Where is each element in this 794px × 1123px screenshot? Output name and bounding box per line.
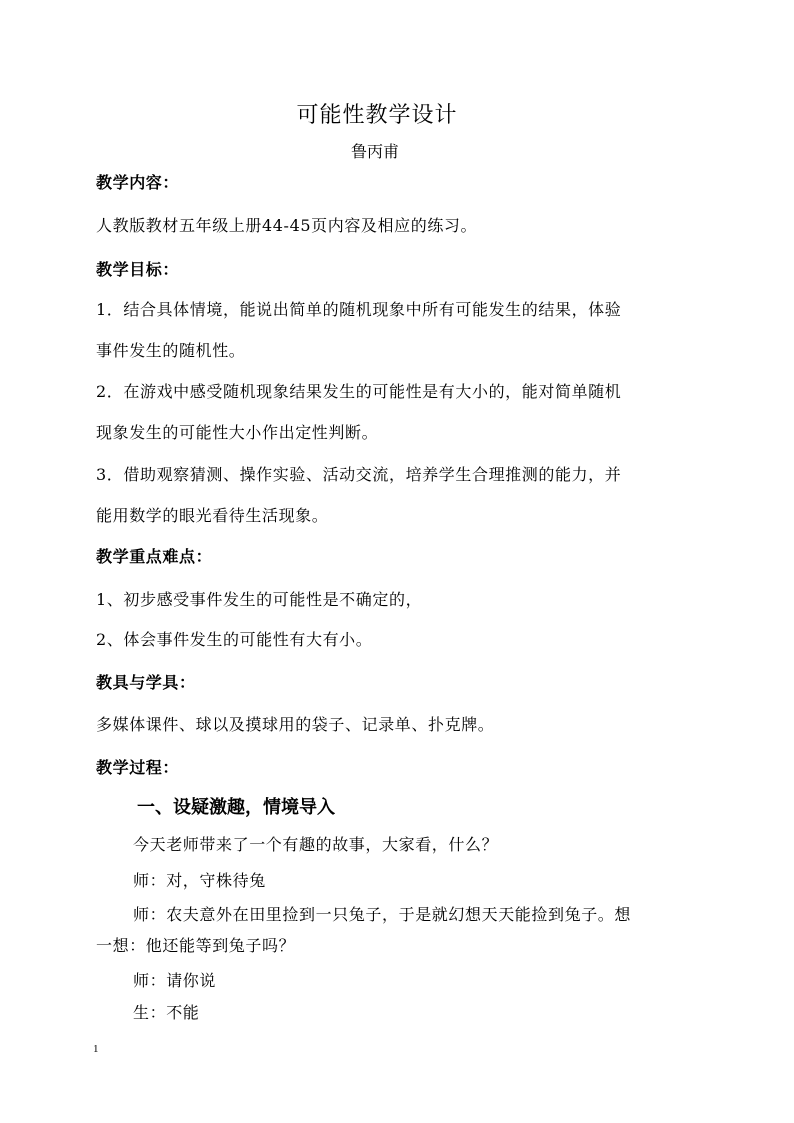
page-number: 1 — [93, 1043, 99, 1055]
tools-heading: 教具与学具： — [96, 673, 196, 692]
dialogue-5: 生：不能 — [133, 1003, 200, 1022]
dialogue-2: 师：对，守株待兔 — [133, 871, 266, 890]
goal-1-line-2: 事件发生的随机性。 — [96, 341, 246, 360]
key-point-1: 1、初步感受事件发生的可能性是不确定的， — [96, 590, 423, 609]
document-title-text: 可能性教学设计 — [296, 103, 458, 128]
dialogue-3-line-1: 师：农夫意外在田里捡到一只兔子，于是就幻想天天能捡到兔子。想 — [133, 905, 632, 924]
author-name: 鲁丙甫 — [351, 142, 400, 161]
key-points-heading: 教学重点难点： — [96, 547, 213, 566]
goal-3-line-2: 能用数学的眼光看待生活现象。 — [96, 506, 329, 525]
goals-heading: 教学目标： — [96, 260, 180, 279]
key-point-2: 2、体会事件发生的可能性有大有小。 — [96, 630, 373, 649]
step-1-heading: 一、设疑激趣，情境导入 — [137, 797, 335, 818]
content-heading: 教学内容： — [96, 173, 180, 192]
document-title — [0, 101, 794, 131]
goal-2-line-2: 现象发生的可能性大小作出定性判断。 — [96, 423, 379, 442]
goal-2-line-1: 2．在游戏中感受随机现象结果发生的可能性是有大小的，能对简单随机 — [96, 382, 622, 401]
content-text: 人教版教材五年级上册44-45页内容及相应的练习。 — [96, 216, 478, 235]
goal-1-line-1: 1．结合具体情境，能说出简单的随机现象中所有可能发生的结果，体验 — [96, 300, 622, 319]
tools-text: 多媒体课件、球以及摸球用的袋子、记录单、扑克牌。 — [96, 715, 495, 734]
dialogue-4: 师：请你说 — [133, 971, 217, 990]
dialogue-3-line-2: 一想：他还能等到兔子吗？ — [96, 936, 296, 955]
process-heading: 教学过程： — [96, 758, 180, 777]
goal-3-line-1: 3．借助观察猜测、操作实验、活动交流，培养学生合理推测的能力，并 — [96, 465, 622, 484]
dialogue-1: 今天老师带来了一个有趣的故事，大家看，什么？ — [133, 835, 499, 854]
